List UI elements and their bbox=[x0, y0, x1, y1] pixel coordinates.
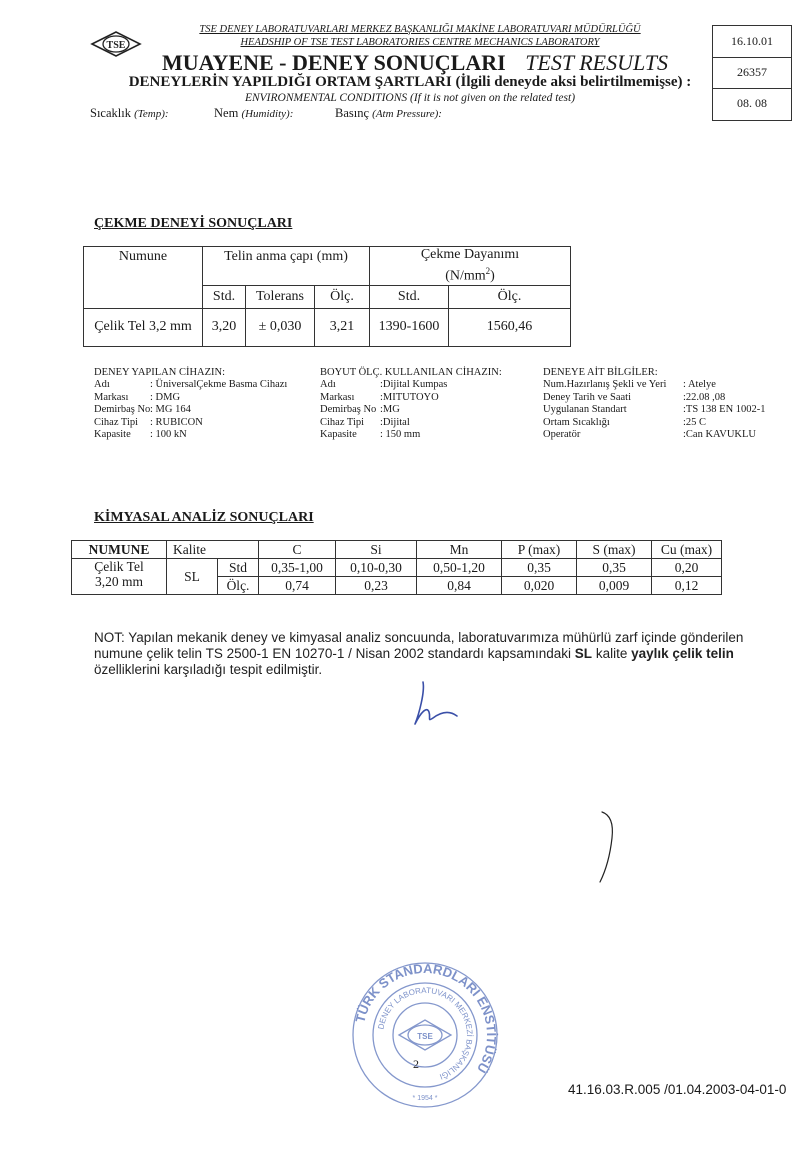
cell-std-val: 0,35-1,00 bbox=[259, 559, 336, 577]
document-code: 41.16.03.R.005 /01.04.2003-04-01-0 bbox=[568, 1082, 787, 1097]
svg-text:TÜRK STANDARDLARI ENSTİTÜSÜ bbox=[352, 961, 499, 1076]
tensile-table bbox=[83, 246, 571, 347]
ref-code: 08. 08 bbox=[737, 96, 767, 110]
ref-date: 16.10.01 bbox=[713, 26, 791, 58]
cell-chem-sample bbox=[72, 559, 167, 595]
humidity-label: Nem bbox=[214, 106, 239, 120]
stamp-ring-text: TÜRK STANDARDLARI ENSTİTÜSÜ bbox=[352, 960, 500, 1076]
th-chem-grade: Kalite bbox=[167, 541, 259, 559]
test-info-row bbox=[543, 417, 766, 429]
device1-value: : RUBICON bbox=[150, 416, 203, 428]
th-measured: Ölç. bbox=[315, 285, 370, 308]
test-info-key: Num.Hazırlanış Şekli ve Yeri bbox=[543, 379, 667, 391]
chem-sample-line2: 3,20 mm bbox=[94, 574, 143, 589]
note-grade: SL bbox=[574, 646, 593, 661]
org-name-en: HEADSHIP OF TSE TEST LABORATORIES CENTRE MECHANICS LABORATORY bbox=[240, 37, 600, 48]
temp-field bbox=[90, 106, 169, 121]
page-title bbox=[120, 50, 710, 76]
signature bbox=[405, 672, 475, 732]
device1-title: DENEY YAPILAN CİHAZIN: bbox=[94, 367, 226, 378]
ref-number: 26357 bbox=[713, 57, 791, 89]
cell-std-val: 0,35 bbox=[577, 559, 652, 577]
test-info-block bbox=[543, 367, 766, 441]
humidity-field bbox=[214, 106, 293, 121]
tensile-section-title: ÇEKME DENEYİ SONUÇLARI bbox=[94, 216, 293, 231]
th-strength-line1: Çekme Dayanımı bbox=[420, 247, 520, 262]
device1-block bbox=[94, 367, 287, 441]
th-sample: Numune bbox=[84, 247, 203, 309]
th-strength-unit: (N/mm bbox=[445, 268, 486, 284]
test-info-value: :25 C bbox=[683, 416, 707, 428]
device2-key: Cihaz Tipi bbox=[320, 416, 365, 428]
device2-value: : 150 mm bbox=[380, 429, 421, 441]
cell-meas-val: 0,23 bbox=[336, 577, 417, 595]
pressure-field bbox=[335, 106, 442, 121]
title-tr: MUAYENE - DENEY SONUÇLARI bbox=[162, 50, 506, 75]
device2-row bbox=[320, 417, 502, 429]
test-info-title: DENEYE AİT BİLGİLER: bbox=[543, 367, 658, 378]
device1-key: Demirbaş No bbox=[94, 404, 151, 416]
device1-row bbox=[94, 417, 287, 429]
cell-strength-measured: 1560,46 bbox=[449, 308, 571, 346]
cell-meas-val: 0,12 bbox=[652, 577, 722, 595]
reference-box bbox=[712, 25, 792, 121]
svg-text:TSE: TSE bbox=[106, 40, 126, 51]
device2-value: :MITUTOYO bbox=[380, 391, 439, 403]
cell-std-val: 0,35 bbox=[502, 559, 577, 577]
pressure-label-en: (Atm Pressure): bbox=[372, 108, 442, 120]
device2-row bbox=[320, 429, 502, 441]
cell-measured: 3,21 bbox=[315, 308, 370, 346]
chem-table bbox=[71, 540, 722, 595]
conditions-heading-en: ENVIRONMENTAL CONDITIONS (If it is not given on the related test) bbox=[244, 92, 576, 104]
device1-row bbox=[94, 429, 287, 441]
device1-value: : DMG bbox=[150, 391, 181, 403]
stamp-logo-text: TSE bbox=[417, 1032, 433, 1041]
device1-row bbox=[94, 392, 287, 404]
device1-key: Markası bbox=[94, 391, 129, 403]
device2-row bbox=[320, 392, 502, 404]
th-col: Cu (max) bbox=[652, 541, 722, 559]
test-info-row bbox=[543, 429, 766, 441]
temp-label: Sıcaklık bbox=[90, 106, 131, 120]
temp-label-en: (Temp): bbox=[134, 108, 169, 120]
stamp-inner-text: DENEY LABORATUVARI MERKEZİ BAŞKANLIĞI bbox=[376, 985, 475, 1082]
device1-value: : 100 kN bbox=[150, 429, 187, 441]
org-name-tr: TSE DENEY LABORATUVARLARI MERKEZ BAŞKANLIĞI MAKİNE LABORATUVARI MÜDÜRLÜĞÜ bbox=[199, 24, 641, 35]
device2-title: BOYUT ÖLÇ. KULLANILAN CİHAZIN: bbox=[320, 367, 502, 378]
th-col: P (max) bbox=[502, 541, 577, 559]
device2-block bbox=[320, 367, 502, 441]
stamp-number: 2 bbox=[413, 1057, 419, 1071]
test-info-row bbox=[543, 392, 766, 404]
cell-meas-val: 0,009 bbox=[577, 577, 652, 595]
device1-value: : ÜniversalÇekme Basma Cihazı bbox=[150, 379, 288, 391]
device2-key: Markası bbox=[320, 391, 355, 403]
test-info-value: :TS 138 EN 1002-1 bbox=[683, 404, 766, 416]
cell-std: 3,20 bbox=[203, 308, 246, 346]
device2-value: :Dijital Kumpas bbox=[380, 379, 448, 391]
title-en: TEST RESULTS bbox=[525, 50, 668, 75]
cell-sample: Çelik Tel 3,2 mm bbox=[84, 308, 203, 346]
pressure-label: Basınç bbox=[335, 106, 370, 120]
device1-row bbox=[94, 404, 287, 416]
conclusion-note bbox=[94, 630, 794, 678]
test-info-row bbox=[543, 404, 766, 416]
cell-meas-label: Ölç. bbox=[218, 577, 259, 595]
test-info-row bbox=[543, 379, 766, 391]
device1-row bbox=[94, 379, 287, 391]
note-part2: kalite bbox=[592, 646, 632, 661]
th-strength-measured: Ölç. bbox=[449, 285, 571, 308]
cell-std-val: 0,20 bbox=[652, 559, 722, 577]
test-info-value: :Can KAVUKLU bbox=[683, 429, 757, 441]
th-chem-sample: NUMUNE bbox=[72, 541, 167, 559]
th-std: Std. bbox=[203, 285, 246, 308]
device2-row bbox=[320, 379, 502, 391]
th-strength-close: ) bbox=[490, 268, 495, 284]
cell-meas-val: 0,020 bbox=[502, 577, 577, 595]
cell-meas-val: 0,84 bbox=[417, 577, 502, 595]
th-col: Si bbox=[336, 541, 417, 559]
th-col: C bbox=[259, 541, 336, 559]
cell-std-val: 0,10-0,30 bbox=[336, 559, 417, 577]
cell-strength-std: 1390-1600 bbox=[370, 308, 449, 346]
note-part3: özelliklerini karşıladığı tespit edilmiştir. bbox=[94, 662, 323, 677]
test-info-value: : Atelye bbox=[683, 379, 716, 391]
test-info-key: Uygulanan Standart bbox=[543, 404, 627, 416]
device1-key: Cihaz Tipi bbox=[94, 416, 139, 428]
test-info-key: Operatör bbox=[543, 429, 581, 441]
chem-section-title: KİMYASAL ANALİZ SONUÇLARI bbox=[94, 510, 314, 525]
test-info-key: Ortam Sıcaklığı bbox=[543, 416, 610, 428]
cell-tolerance: ± 0,030 bbox=[246, 308, 315, 346]
device2-key: Demirbaş No bbox=[320, 404, 377, 416]
device2-key: Adı bbox=[320, 379, 336, 391]
note-product: yaylık çelik telin bbox=[631, 646, 734, 661]
th-strength bbox=[370, 247, 571, 286]
th-col: Mn bbox=[417, 541, 502, 559]
device1-value: : MG 164 bbox=[150, 404, 191, 416]
institute-stamp bbox=[345, 960, 505, 1110]
signature-mark bbox=[592, 808, 632, 888]
table-row bbox=[84, 308, 571, 346]
cell-std-label: Std bbox=[218, 559, 259, 577]
note-part1: NOT: Yapılan mekanik deney ve kimyasal analiz soncuunda, laboratuvarımıza mühürlü zarf içinde gönderilen numune çelik telin TS 2500-1 EN 10270-1 / Nisan 2002 standardı kapsamındaki bbox=[94, 630, 744, 661]
table-row bbox=[72, 559, 722, 577]
device2-row bbox=[320, 404, 502, 416]
th-strength-sup: 2 bbox=[485, 266, 491, 276]
device2-value: :Dijital bbox=[380, 416, 410, 428]
cell-meas-val: 0,74 bbox=[259, 577, 336, 595]
chem-sample-line1: Çelik Tel bbox=[94, 559, 144, 574]
device2-key: Kapasite bbox=[320, 429, 357, 441]
test-info-key: Deney Tarih ve Saati bbox=[543, 391, 631, 403]
th-diameter: Telin anma çapı (mm) bbox=[203, 247, 370, 286]
cell-std-val: 0,50-1,20 bbox=[417, 559, 502, 577]
humidity-label-en: (Humidity): bbox=[241, 108, 294, 120]
conditions-heading: DENEYLERİN YAPILDIĞI ORTAM ŞARTLARI (İlgili deneyde aksi belirtilmemişse) : bbox=[128, 74, 692, 90]
th-col: S (max) bbox=[577, 541, 652, 559]
device2-value: :MG bbox=[380, 404, 400, 416]
cell-chem-grade: SL bbox=[167, 559, 218, 595]
device1-key: Kapasite bbox=[94, 429, 131, 441]
test-info-value: :22.08 ,08 bbox=[683, 391, 726, 403]
th-strength-std: Std. bbox=[370, 285, 449, 308]
th-tolerance: Tolerans bbox=[246, 285, 315, 308]
device1-key: Adı bbox=[94, 379, 110, 391]
stamp-year: * 1954 * bbox=[412, 1095, 438, 1102]
